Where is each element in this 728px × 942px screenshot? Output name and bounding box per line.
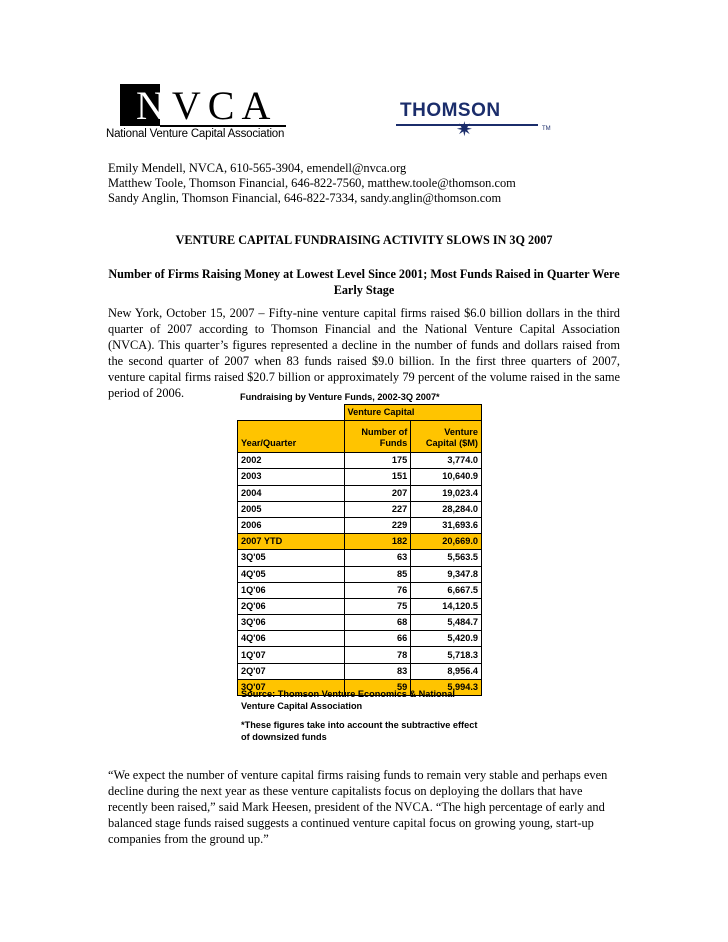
table-row [238,615,482,631]
table-cell-funds: 182 [344,534,411,550]
table-cell-period: 2Q'06 [238,598,345,614]
table-cell-period: 2007 YTD [238,534,345,550]
table-cell-period: 2005 [238,501,345,517]
table-cell-capital: 28,284.0 [411,501,482,517]
table-cell-funds: 63 [344,550,411,566]
table-cell-capital: 6,667.5 [411,582,482,598]
table-title: Fundraising by Venture Funds, 2002-3Q 2007* [240,392,440,402]
table-cell-capital: 10,640.9 [411,469,482,485]
table-row [238,453,482,469]
group-header: Venture Capital [344,405,481,421]
table-row [238,534,482,550]
table-cell-capital: 9,347.8 [411,566,482,582]
table-cell-funds: 151 [344,469,411,485]
table-row [238,663,482,679]
table-cell-capital: 8,956.4 [411,663,482,679]
table-row [238,566,482,582]
table-cell-funds: 78 [344,647,411,663]
contact-line: Emily Mendell, NVCA, 610-565-3904, emendell@nvca.org [108,161,407,175]
table-cell-funds: 229 [344,517,411,533]
table-row [238,631,482,647]
table-cell-period: 4Q'06 [238,631,345,647]
column-header-capital: Venture Capital ($M) [411,421,482,453]
table-cell-funds: 207 [344,485,411,501]
thomson-logo [396,100,554,146]
star-icon: ✷ [456,117,473,141]
table-cell-period: 2Q'07 [238,663,345,679]
table-cell-capital: 5,563.5 [411,550,482,566]
table-row [238,469,482,485]
table-cell-period: 1Q'07 [238,647,345,663]
table-cell-period: 3Q'05 [238,550,345,566]
table-cell-period: 1Q'06 [238,582,345,598]
table-cell-capital: 14,120.5 [411,598,482,614]
table-cell-funds: 227 [344,501,411,517]
column-header-period: Year/Quarter [238,421,345,453]
column-header-funds: Number of Funds [344,421,411,453]
nvca-logo-letters: NVCA [136,83,278,128]
trademark-mark: TM [542,126,551,132]
table-cell-capital: 5,994.3 [411,679,482,695]
table-cell-funds: 59 [344,679,411,695]
fundraising-table [237,404,482,696]
headline: VENTURE CAPITAL FUNDRAISING ACTIVITY SLOWS IN 3Q 2007 [175,233,553,247]
table-header-row [238,405,482,421]
table-cell-funds: 76 [344,582,411,598]
contact-line: Matthew Toole, Thomson Financial, 646-822-7560, matthew.toole@thomson.com [108,176,516,190]
body-paragraph: New York, October 15, 2007 – Fifty-nine venture capital firms raised $6.0 billion dollars in the third quarter of 2007 according to Thomson Financial and the National Venture Capital Association (NVCA). This quarter’s figures represented a decline in the number of funds and dollars raised from the second quarter of 2007 when 83 funds raised $9.0 billion. In the first three quarters of 2007, venture capital firms raised $20.7 billion or approximately 79 percent of the volume raised in the same period of 2006. [108,306,620,400]
table-cell-period: 3Q'06 [238,615,345,631]
table-row [238,582,482,598]
table-cell-capital: 20,669.0 [411,534,482,550]
nvca-logo [106,84,296,146]
table-cell-capital: 5,420.9 [411,631,482,647]
table-row [238,501,482,517]
table-cell-funds: 75 [344,598,411,614]
table-row [238,550,482,566]
table-row [238,517,482,533]
table-cell-capital: 19,023.4 [411,485,482,501]
table-cell-funds: 68 [344,615,411,631]
table-cell-capital: 3,774.0 [411,453,482,469]
table-footnote: *These figures take into account the subtractive effect of downsized funds [241,720,478,742]
table-cell-funds: 175 [344,453,411,469]
table-cell-capital: 5,484.7 [411,615,482,631]
nvca-logo-tagline: National Venture Capital Association [106,128,285,140]
table-source: Source: Thomson Venture Economics & National Venture Capital Association [241,689,455,711]
quote-paragraph: “We expect the number of venture capital firms raising funds to remain very stable and perhaps even decline during the next year as these venture capitalists focus on deploying the dollars that have recently been raised,” said Mark Heesen, president of the NVCA. “The high percentage of early and balanced stage funds raised suggests a continued venture capital focus on growing young, start-up companies from the ground up.” [108,768,608,846]
table-cell-funds: 83 [344,663,411,679]
table-row [238,647,482,663]
table-cell-capital: 31,693.6 [411,517,482,533]
table-cell-capital: 5,718.3 [411,647,482,663]
table-row [238,598,482,614]
table-cell-funds: 85 [344,566,411,582]
table-cell-period: 2002 [238,453,345,469]
media-contacts [108,161,516,206]
table-header-row [238,421,482,453]
table-cell-period: 4Q'05 [238,566,345,582]
table-cell-period: 3Q'07 [238,679,345,695]
contact-line: Sandy Anglin, Thomson Financial, 646-822-7334, sandy.anglin@thomson.com [108,191,502,205]
table-cell-period: 2003 [238,469,345,485]
table-row [238,485,482,501]
table-cell-funds: 66 [344,631,411,647]
table-cell-period: 2004 [238,485,345,501]
table-cell-period: 2006 [238,517,345,533]
thomson-logo-word: THOMSON [400,100,501,121]
subheadline: Number of Firms Raising Money at Lowest Level Since 2001; Most Funds Raised in Quarter Were Early Stage [108,267,620,297]
